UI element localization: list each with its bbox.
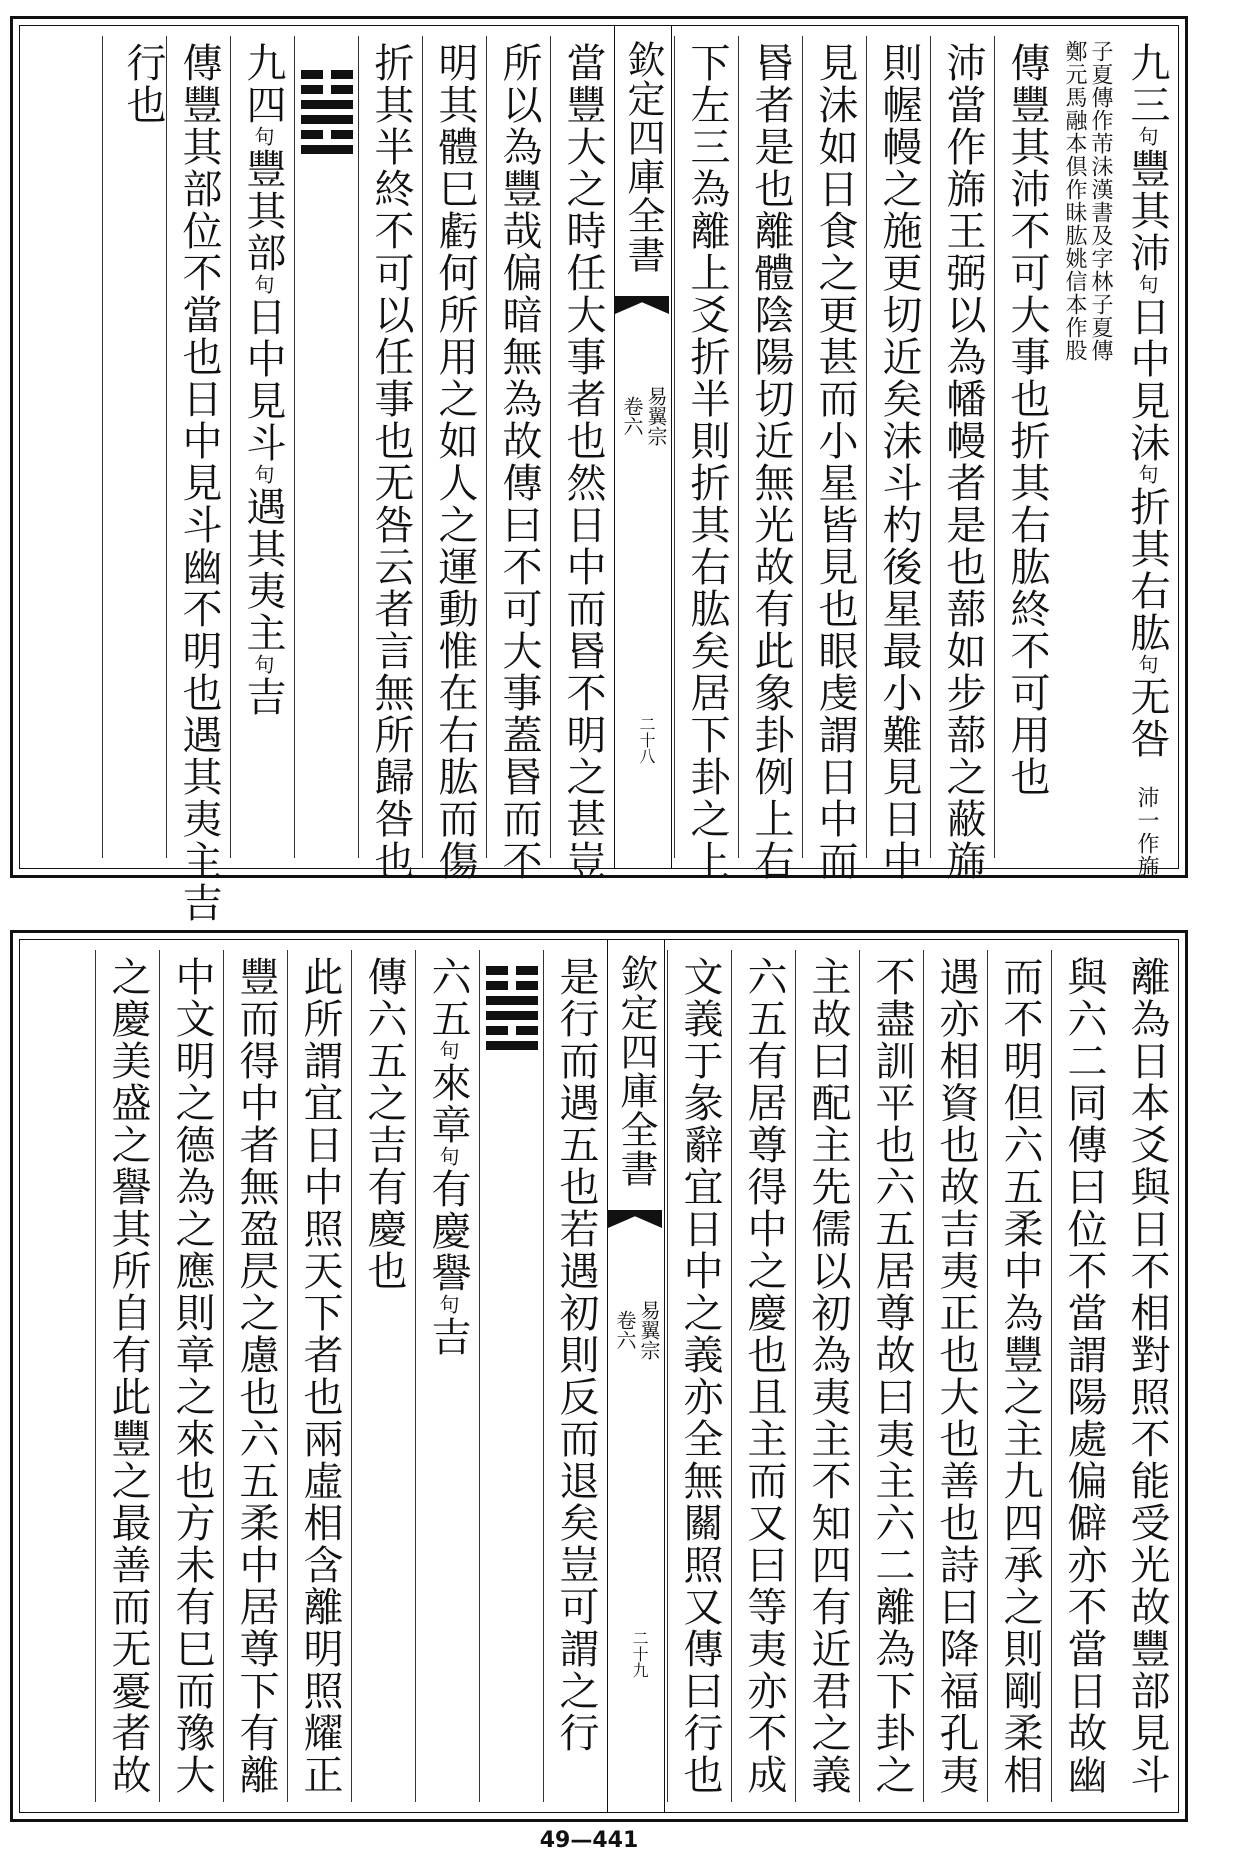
commentary-text: 中文明之德為之應則章之來也方未有巳而豫大	[169, 956, 215, 1796]
commentary-text: 傳豐其部位不當也日中見斗幽不明也遇其夷主吉	[176, 42, 222, 924]
text-column	[731, 950, 793, 1802]
text-column	[1115, 950, 1177, 1802]
hexagram-feng-icon	[301, 70, 353, 160]
commentary-text: 傳豐其沛不可大事也折其右肱終不可用也	[1004, 42, 1050, 798]
ju-mark: 句	[1135, 654, 1159, 676]
commentary-text: 傳六五之吉有慶也	[361, 956, 407, 1292]
ju-mark: 句	[251, 126, 275, 148]
text-column	[166, 36, 228, 924]
line-text: 日中見沬	[1124, 296, 1170, 464]
ju-mark: 句	[1135, 464, 1159, 486]
commentary-text: 此所謂宜日中照天下者也兩虛相含離明照耀正	[297, 956, 343, 1796]
line-text: 日中見斗	[240, 296, 286, 464]
text-column	[802, 36, 864, 882]
commentary-text: 沛當作旆王弼以為幡幔者是也蔀如步蔀之蔽旆	[940, 42, 986, 882]
page-number: 二十九	[630, 1630, 649, 1678]
line-label: 九四	[240, 42, 286, 126]
line-text: 遇其夷主	[240, 486, 286, 654]
fish-tail-mark-icon	[615, 296, 669, 314]
annotation-note: 沛一作旆	[1134, 786, 1159, 878]
commentary-text: 明其體巳虧何所用之如人之運動惟在右肱而傷	[432, 42, 478, 882]
commentary-text: 豐而得中者無盈昃之慮也六五柔中居尊下有離	[233, 956, 279, 1796]
text-column	[95, 950, 157, 1802]
line-text: 吉	[425, 1316, 471, 1358]
page-top	[10, 16, 1188, 924]
commentary-text: 與六二同傳曰位不當謂陽處偏僻亦不當日故幽	[1061, 956, 1107, 1796]
text-column	[159, 950, 221, 1802]
commentary-text: 見沬如日食之更甚而小星皆見也眼虔謂日中而	[812, 42, 858, 882]
line-label: 六五	[425, 956, 471, 1040]
commentary-text: 而不明但六五柔中為豐之主九四承之則剛柔相	[997, 956, 1043, 1796]
text-column	[486, 36, 548, 882]
line-text: 有慶譽	[425, 1168, 471, 1294]
commentary-text: 所以為豐哉偏暗無為故傳曰不可大事蓋昬而不	[496, 42, 542, 882]
text-column	[230, 36, 292, 858]
book-gutter	[614, 26, 672, 868]
text-column	[287, 950, 349, 1802]
book-gutter	[607, 940, 665, 1812]
text-column	[1115, 36, 1177, 858]
text-column	[415, 950, 477, 1802]
line-text: 无咎	[1124, 676, 1170, 760]
commentary-text: 遇亦相資也故吉夷正也大也善也詩曰降福孔夷	[933, 956, 979, 1796]
text-column	[859, 950, 921, 1802]
ju-mark: 句	[436, 1294, 460, 1316]
text-column	[422, 36, 484, 882]
commentary-text: 離為日本爻與日不相對照不能受光故豐部見斗	[1124, 956, 1170, 1796]
line-text: 豐其沛	[1124, 148, 1170, 274]
text-column	[223, 950, 285, 1802]
page-bottom-frame	[19, 939, 1179, 1813]
text-column	[102, 36, 164, 858]
text-column	[667, 950, 729, 1802]
ju-mark: 句	[251, 464, 275, 486]
ju-mark: 句	[1135, 126, 1159, 148]
page-bottom	[10, 930, 1188, 1822]
commentary-text: 折其半終不可以任事也无咎云者言無所歸咎也	[368, 42, 414, 882]
commentary-text: 不盡訓平也六五居尊故曰夷主六二離為下卦之	[869, 956, 915, 1796]
text-column	[795, 950, 857, 1802]
text-column	[543, 950, 605, 1802]
annotation-column	[1058, 36, 1118, 858]
commentary-text: 之慶美盛之譽其所自有此豐之最善而无憂者故	[105, 956, 151, 1796]
commentary-text: 六五有居尊得中之慶也且主而又曰等夷亦不成	[741, 956, 787, 1796]
line-text: 折其右肱	[1124, 486, 1170, 654]
ju-mark: 句	[436, 1146, 460, 1168]
page-top-frame	[19, 25, 1179, 924]
text-column	[994, 36, 1056, 858]
book-name: 易翼宗	[644, 386, 668, 446]
book-title: 欽定四庫全書	[614, 954, 658, 1188]
commentary-text: 當豐大之時任大事者也然日中而昬不明之甚豈	[560, 42, 606, 882]
annotation-line: 子夏傳作芾沬漢書及字林子夏傳	[1088, 40, 1113, 362]
text-column	[866, 36, 928, 882]
fish-tail-mark-icon	[608, 1210, 662, 1228]
commentary-text: 下左三為離上爻折半則折其右肱矣居下卦之上	[684, 42, 730, 882]
hexagram-column	[479, 950, 541, 1802]
line-text: 來章	[425, 1062, 471, 1146]
text-column	[1051, 950, 1113, 1802]
hexagram-column	[294, 36, 356, 858]
text-column	[930, 36, 992, 882]
commentary-text: 主故曰配主先儒以初為夷主不知四有近君之義	[805, 956, 851, 1796]
ju-mark: 句	[436, 1040, 460, 1062]
text-column	[351, 950, 413, 1802]
text-column	[358, 36, 420, 882]
volume-label: 卷六	[613, 1310, 637, 1350]
book-name: 易翼宗	[637, 1300, 661, 1360]
line-label: 九三	[1124, 42, 1170, 126]
commentary-text: 則幄幔之施更切近矣沬斗杓後星最小難見日中	[876, 42, 922, 882]
annotation-line: 鄭元馬融本倶作昧肱姚信本作股	[1062, 40, 1087, 362]
volume-label: 卷六	[620, 396, 644, 436]
text-column	[738, 36, 800, 882]
text-column	[987, 950, 1049, 1802]
commentary-text: 行也	[120, 42, 166, 126]
page-number: 二十八	[637, 716, 656, 764]
ju-mark: 句	[251, 274, 275, 296]
line-text: 豐其部	[240, 148, 286, 274]
ju-mark: 句	[251, 654, 275, 676]
reprint-page-number: 49—441	[539, 1828, 639, 1853]
commentary-text: 是行而遇五也若遇初則反而退矣豈可謂之行	[553, 956, 599, 1754]
hexagram-feng-icon	[486, 966, 538, 1056]
text-column	[674, 36, 736, 882]
ju-mark: 句	[1135, 274, 1159, 296]
text-column	[923, 950, 985, 1802]
commentary-text: 昬者是也離體陰陽切近無光故有此象卦例上右	[748, 42, 794, 882]
line-text: 吉	[240, 676, 286, 718]
book-title: 欽定四庫全書	[621, 40, 665, 274]
text-column	[550, 36, 612, 882]
commentary-text: 文義于彖辭宜日中之義亦全無關照又傳曰行也	[677, 956, 723, 1796]
